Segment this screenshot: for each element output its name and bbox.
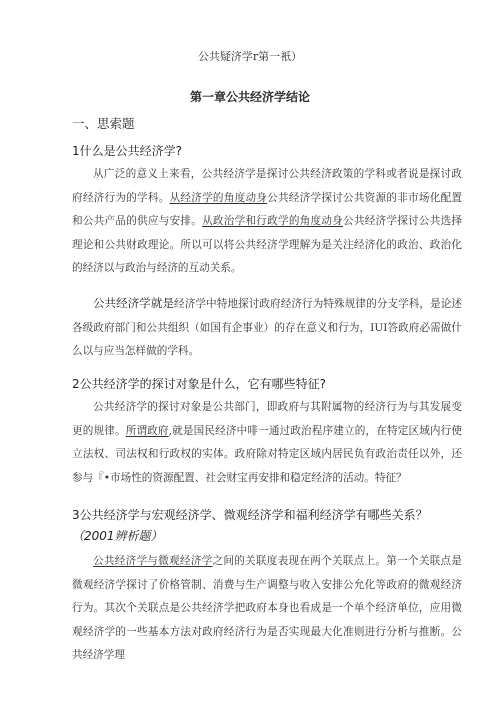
text-run: 从广泛的意义上来看，公共经济学是探讨公共经济政策的学科或者说是探讨政府经济行为的学科。 bbox=[72, 168, 462, 204]
text-run: 公共经济学探讨公共资源的非市场化配置和公共产品的供应与安排。 bbox=[72, 191, 463, 228]
section-heading: 一、思索题 bbox=[72, 116, 135, 131]
underlined-text: 公共经济学与微观经济学 bbox=[93, 555, 213, 567]
underlined-text: 从政治学和行政学的角度动身 bbox=[202, 215, 344, 228]
question-2-title: 2公共经济学的探讨对象是什么，它有哪些特征? bbox=[72, 377, 327, 391]
question-1-paragraph-1 bbox=[72, 163, 462, 281]
text-run: 之间的关联度表现在两个关联点上。第一个关联点是微观经济学探讨了价格管制、消费与生产调整与收入安排公允化等政府的微观经济行为。其次个关联点是公共经济学把政府本身也看成是一个单个经济单位，应用微观经济学的一些基本方法对政府经济行为是否实现最大化准则进行分析与推断。公共经济学理 bbox=[72, 555, 462, 662]
text-run: 公共经济学的探讨对象是公共部门，即政府与其附属物的经济行为与其发展变更的规律。 bbox=[72, 401, 462, 437]
page-header: 公共疑济学r第一衹） bbox=[197, 50, 303, 63]
text-run: 公共经济学探讨公共选择理论和公共财政理论。所以可以将公共经济学理解为是关注经济化的政治、政治化的经济以与政治与经济的互动关系。 bbox=[72, 215, 463, 275]
title-note: （2001辨析题） bbox=[72, 529, 163, 543]
text-run: 经济学中特地探讨政府经济行为特殊规律的分支学科，是论述各级政府部门和公共组织（如国有企事业）的存在意义和行为，IUI答政府必需做什么以与应当怎样做的学科。 bbox=[72, 298, 463, 358]
chapter-title: 第一章公共经济学结论 bbox=[189, 90, 310, 104]
bold-text: 公共经济学就是 bbox=[93, 296, 175, 310]
question-3-paragraph bbox=[72, 550, 462, 668]
question-3-title bbox=[72, 505, 462, 547]
question-1-paragraph-2 bbox=[72, 292, 462, 364]
question-2-paragraph bbox=[72, 396, 462, 490]
text-run: ,就是国民经济中啡一通过政治程序建立的，在特定区域内行使立法权、司法权和行政权的实体。政府除对特定区域内居民负有政治责任以外，还参与『•市场性的资源配置、社会财宝再安排和稳定经济的活动。特征？ bbox=[72, 424, 463, 484]
underlined-text: 所谓政府 bbox=[125, 424, 169, 437]
question-1-title: 1什么是公共经济学? bbox=[72, 144, 183, 158]
underlined-text: 从经济学的角度动身 bbox=[169, 191, 268, 204]
text-run: 3公共经济学与宏观经济学、微观经济学和福利经济学有哪些关系？ bbox=[72, 508, 428, 522]
